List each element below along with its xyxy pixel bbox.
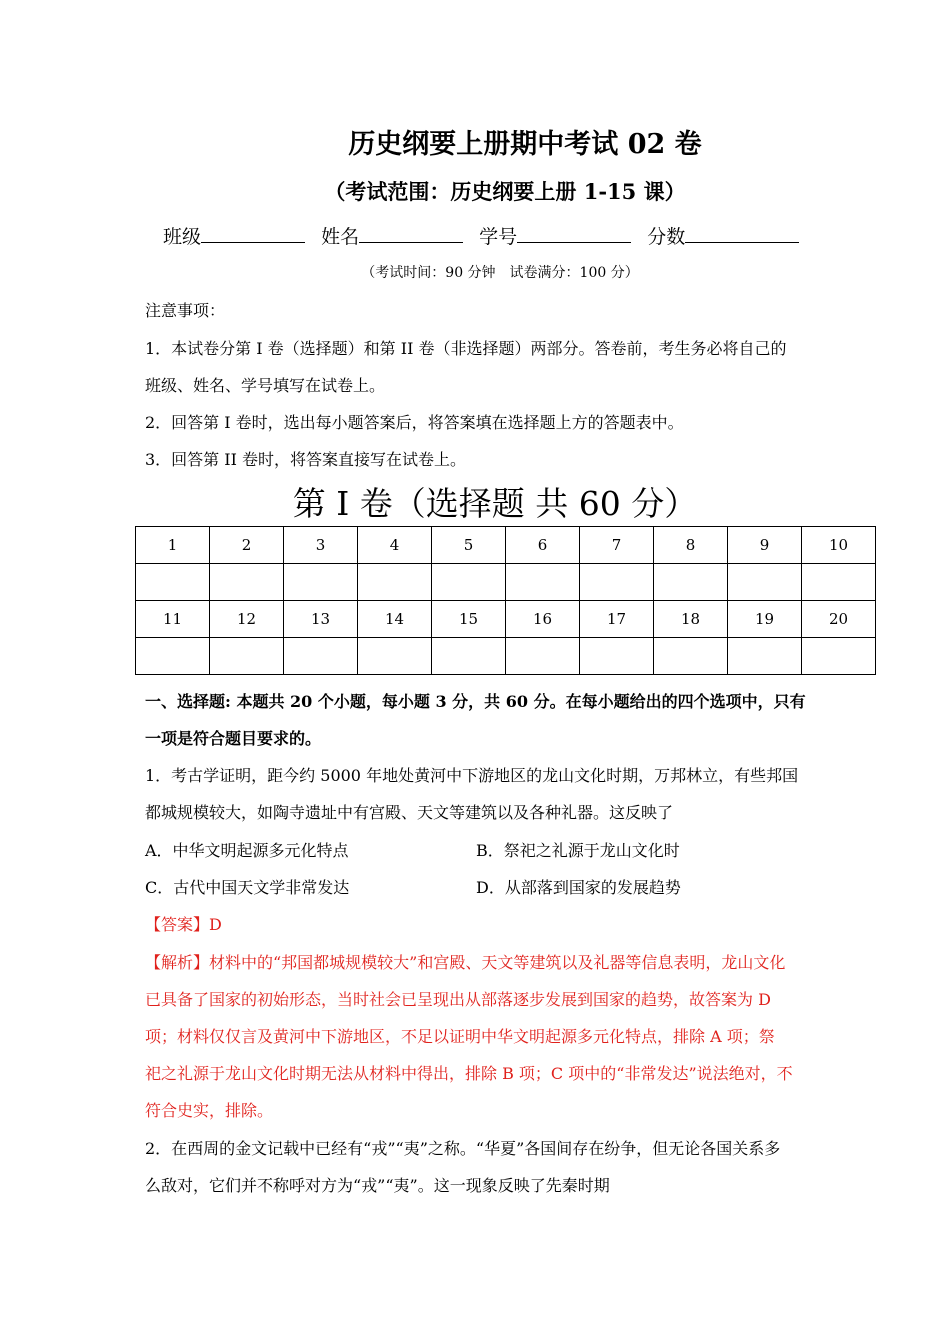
section-1-instructions-2: 一项是符合题目要求的。 [145,729,322,748]
q1-explanation-4: 祀之礼源于龙山文化时期无法从材料中得出，排除 B 项；C 项中的“非常发达”说法绝对，不 [145,1064,793,1083]
question-number-cell: 16 [506,601,580,638]
answer-cell[interactable] [506,564,580,601]
answer-cell[interactable] [580,564,654,601]
question-number-cell: 15 [432,601,506,638]
answer-cell[interactable] [210,638,284,675]
q1-stem-2: 都城规模较大，如陶寺遗址中有宫殿、天文等建筑以及各种礼器。这反映了 [145,803,674,822]
field-id-label: 学号 [479,226,518,248]
answer-cell[interactable] [358,564,432,601]
question-number-cell: 20 [802,601,876,638]
question-number-cell: 14 [358,601,432,638]
answer-cell[interactable] [432,638,506,675]
answer-cell[interactable] [284,638,358,675]
q1-explanation-2: 已具备了国家的初始形态，当时社会已呈现出从部落逐步发展到国家的趋势，故答案为 D [145,990,771,1009]
question-number-cell: 10 [802,527,876,564]
question-number-cell: 8 [654,527,728,564]
question-number-cell: 12 [210,601,284,638]
notice-heading: 注意事项： [145,301,226,320]
answer-table-answer-row [136,564,876,601]
question-number-cell: 19 [728,601,802,638]
answer-cell[interactable] [654,564,728,601]
answer-cell[interactable] [358,638,432,675]
question-number-cell: 13 [284,601,358,638]
answer-cell[interactable] [728,638,802,675]
field-score-blank[interactable] [685,224,799,243]
field-id-blank[interactable] [517,224,631,243]
notice-line-3: 3．回答第 II 卷时，将答案直接写在试卷上。 [145,450,466,469]
answer-table-number-row [136,527,876,564]
answer-table-answer-row [136,638,876,675]
q2-stem-2: 么敌对，它们并不称呼对方为“戎”“夷”。这一现象反映了先秦时期 [145,1176,610,1195]
q2-stem-1: 2．在西周的金文记载中已经有“戎”“夷”之称。“华夏”各国间存在纷争，但无论各国关系多 [145,1139,781,1158]
answer-cell[interactable] [506,638,580,675]
answer-cell[interactable] [284,564,358,601]
q1-option-a: A．中华文明起源多元化特点 [145,841,349,860]
exam-time-note: （考试时间：90 分钟 试卷满分：100 分） [361,265,639,281]
field-class-blank[interactable] [201,224,305,243]
answer-cell[interactable] [654,638,728,675]
field-name-label: 姓名 [321,226,360,248]
answer-table [135,526,876,675]
question-number-cell: 4 [358,527,432,564]
q1-explanation-5: 符合史实，排除。 [145,1101,274,1120]
field-name-blank[interactable] [359,224,463,243]
answer-cell[interactable] [802,564,876,601]
exam-title: 历史纲要上册期中考试 02 卷 [348,129,702,160]
question-number-cell: 9 [728,527,802,564]
notice-line-1b: 班级、姓名、学号填写在试卷上。 [145,376,386,395]
question-number-cell: 3 [284,527,358,564]
question-number-cell: 11 [136,601,210,638]
answer-cell[interactable] [136,638,210,675]
q1-option-d: D．从部落到国家的发展趋势 [476,878,681,897]
notice-line-2: 2．回答第 I 卷时，选出每小题答案后，将答案填在选择题上方的答题表中。 [145,413,684,432]
field-score-label: 分数 [647,226,686,248]
q1-explanation-3: 项；材料仅仅言及黄河中下游地区，不足以证明中华文明起源多元化特点，排除 A 项；祭 [145,1027,775,1046]
question-number-cell: 18 [654,601,728,638]
answer-cell[interactable] [580,638,654,675]
answer-cell[interactable] [432,564,506,601]
exam-subtitle: （考试范围：历史纲要上册 1-15 课） [324,179,686,204]
section-1-instructions-1: 一、选择题: 本题共 20 个小题，每小题 3 分，共 60 分。在每小题给出的四个选项中，只有 [145,692,806,711]
answer-cell[interactable] [802,638,876,675]
q1-option-c: C．古代中国天文学非常发达 [145,878,350,897]
q1-answer: 【答案】D [145,915,222,934]
answer-cell[interactable] [728,564,802,601]
q1-stem-1: 1．考古学证明，距今约 5000 年地处黄河中下游地区的龙山文化时期，万邦林立，有些邦国 [145,766,799,785]
answer-cell[interactable] [136,564,210,601]
answer-cell[interactable] [210,564,284,601]
answer-table-number-row [136,601,876,638]
q1-option-b: B．祭祀之礼源于龙山文化时 [476,841,680,860]
question-number-cell: 7 [580,527,654,564]
question-number-cell: 5 [432,527,506,564]
section-1-heading: 第 I 卷（选择题 共 60 分） [292,484,698,523]
student-info-row [163,222,809,249]
notice-line-1: 1．本试卷分第 I 卷（选择题）和第 II 卷（非选择题）两部分。答卷前，考生务必将自己的 [145,339,787,358]
question-number-cell: 2 [210,527,284,564]
field-class-label: 班级 [163,226,202,248]
question-number-cell: 6 [506,527,580,564]
question-number-cell: 17 [580,601,654,638]
q1-explanation-1: 【解析】材料中的“邦国都城规模较大”和宫殿、天文等建筑以及礼器等信息表明，龙山文化 [145,953,786,972]
question-number-cell: 1 [136,527,210,564]
